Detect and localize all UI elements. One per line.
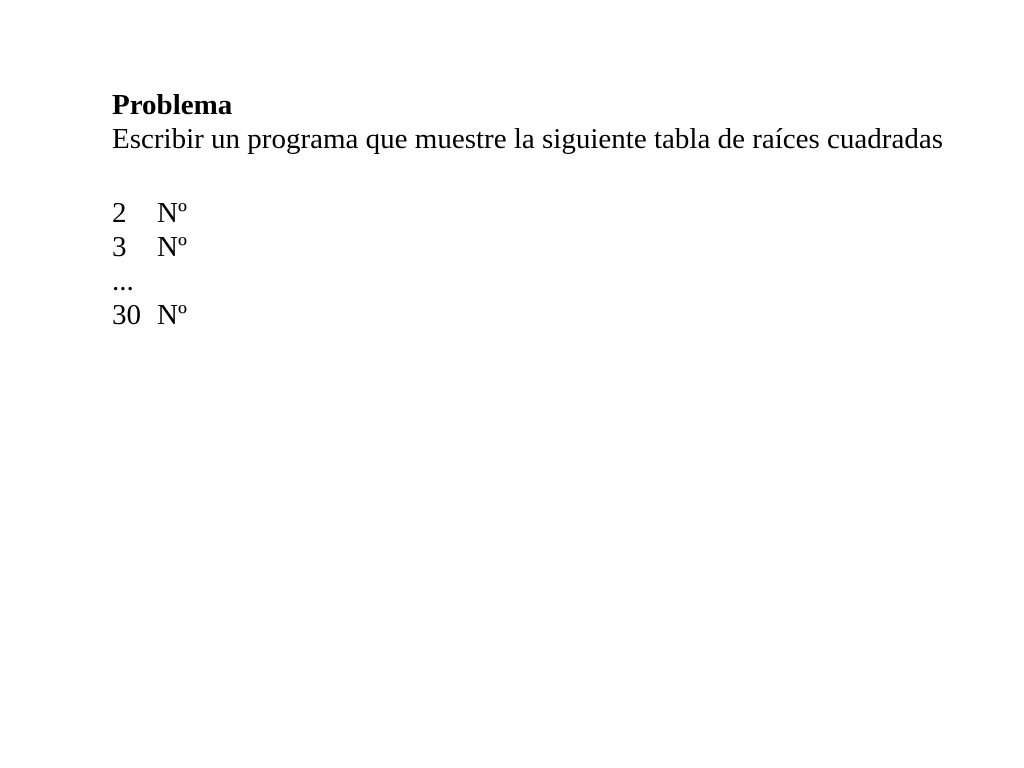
- row-number: 30: [112, 299, 141, 331]
- table-ellipsis: [112, 264, 972, 298]
- row-value: Nº: [157, 231, 187, 263]
- row-value: Nº: [157, 299, 187, 331]
- square-root-table: [112, 196, 972, 332]
- table-row: [112, 298, 972, 332]
- row-number: 3: [112, 231, 127, 263]
- table-row: [112, 230, 972, 264]
- table-row: [112, 196, 972, 230]
- problem-statement: Escribir un programa que muestre la siguiente tabla de raíces cuadradas: [112, 123, 943, 155]
- row-number: 2: [112, 197, 127, 229]
- problem-title: Problema: [112, 89, 233, 121]
- content-area: [112, 88, 972, 332]
- row-value: Nº: [157, 197, 187, 229]
- spacer: [112, 156, 972, 196]
- ellipsis-text: ...: [112, 265, 134, 297]
